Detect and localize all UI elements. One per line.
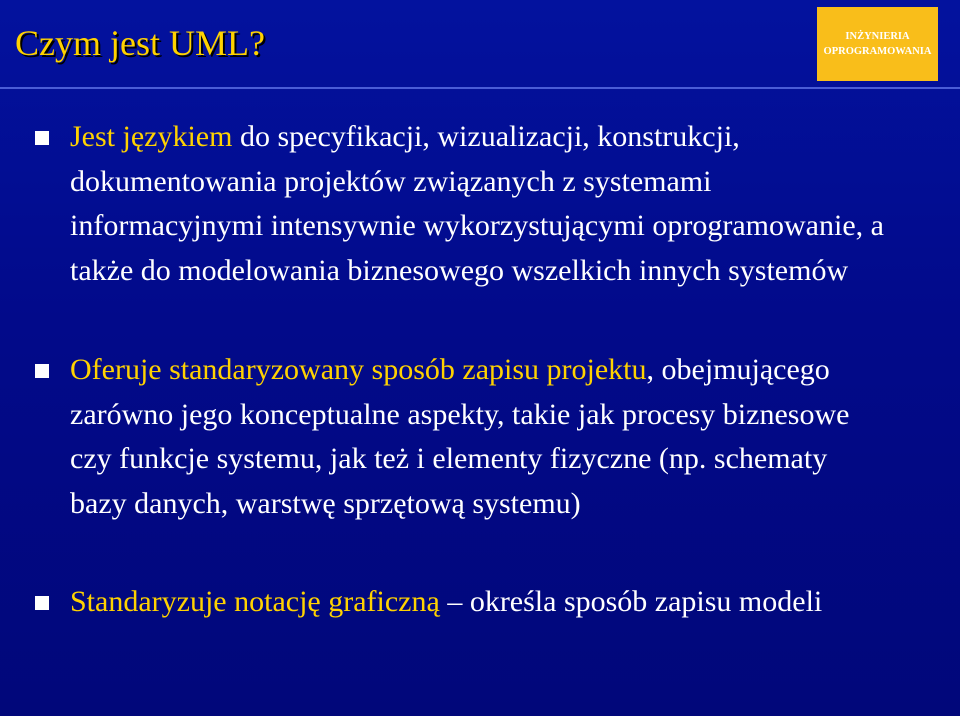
bullet-text: , obejmującego zarówno jego konceptualne aspekty, takie jak procesy biznesowe czy funkcje systemu, jak też i elementy fizyczne (np. schematy bazy danych, warstwę sprzętową systemu) bbox=[70, 353, 850, 520]
badge-line-1: INŻYNIERIA bbox=[845, 31, 910, 42]
bullet-highlight: Oferuje standaryzowany sposób zapisu projektu bbox=[70, 353, 647, 386]
bullet-item bbox=[70, 580, 890, 625]
square-bullet-icon bbox=[35, 596, 49, 610]
bullet-highlight: Jest językiem bbox=[70, 120, 233, 153]
course-badge bbox=[817, 7, 938, 81]
bullet-text: – określa sposób zapisu modeli bbox=[439, 585, 823, 618]
slide-title: Czym jest UML? bbox=[15, 23, 265, 63]
badge-line-2: OPROGRAMOWANIA bbox=[823, 46, 932, 57]
bullet-item bbox=[70, 115, 890, 293]
bullet-highlight: Standaryzuje notację graficzną bbox=[70, 585, 440, 618]
square-bullet-icon bbox=[35, 131, 49, 145]
bullet-item bbox=[70, 348, 890, 526]
bullet-text: do specyfikacji, wizualizacji, konstrukcji, dokumentowania projektów związanych z systemami informacyjnymi intensywnie wykorzystującymi oprogramowanie, a także do modelowania biznesowego wszelkich innych systemów bbox=[70, 120, 884, 287]
square-bullet-icon bbox=[35, 364, 49, 378]
title-divider bbox=[0, 87, 960, 89]
